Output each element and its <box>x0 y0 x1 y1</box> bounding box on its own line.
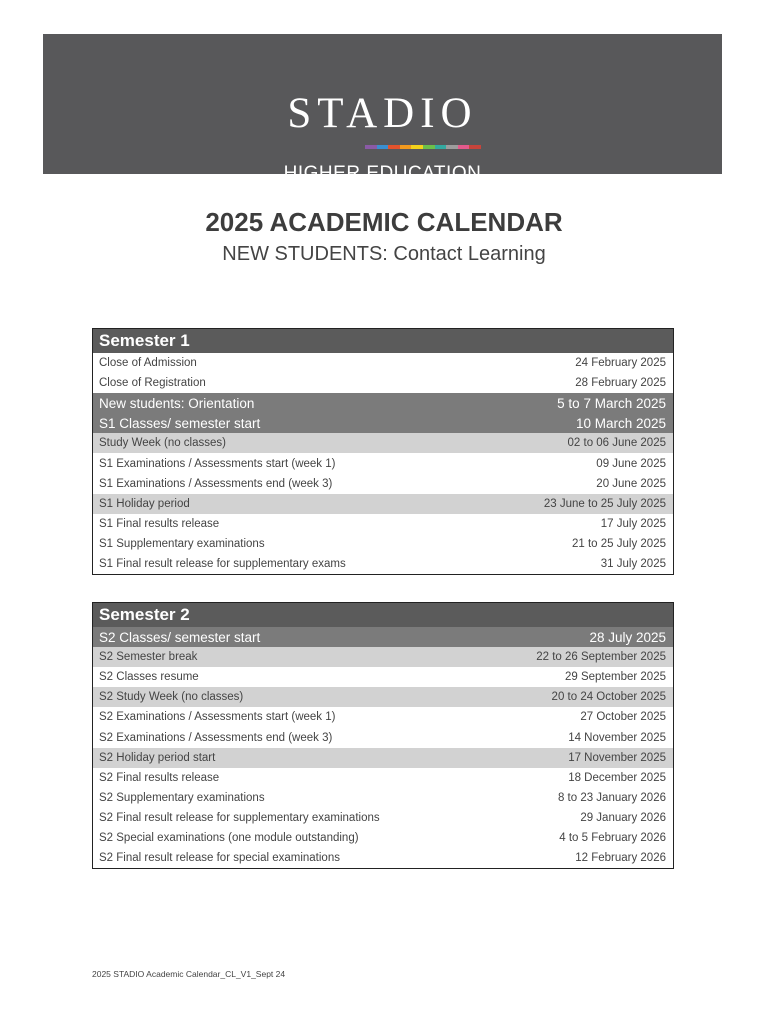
event-label: S2 Supplementary examinations <box>99 791 265 804</box>
event-label: S2 Special examinations (one module outstanding) <box>99 831 359 844</box>
event-date: 02 to 06 June 2025 <box>567 437 666 450</box>
event-date: 4 to 5 February 2026 <box>559 831 666 844</box>
calendar-row <box>93 667 673 687</box>
event-label: S1 Final result release for supplementary exams <box>99 557 346 570</box>
event-date: 12 February 2026 <box>575 852 666 865</box>
calendar-row <box>93 433 673 453</box>
stripe-segment <box>469 145 481 149</box>
event-date: 20 June 2025 <box>596 477 666 490</box>
stadio-logo: STADIO <box>287 90 478 137</box>
event-date: 20 to 24 October 2025 <box>551 691 666 704</box>
document-footer: 2025 STADIO Academic Calendar_CL_V1_Sept 24 <box>92 969 286 979</box>
logo-subtext: HIGHER EDUCATION <box>283 163 482 184</box>
event-date: 22 to 26 September 2025 <box>536 651 666 664</box>
stripe-segment <box>377 145 389 149</box>
calendar-row <box>93 848 673 868</box>
event-label: S1 Holiday period <box>99 497 190 510</box>
page-title: 2025 ACADEMIC CALENDAR <box>205 207 563 237</box>
event-date: 21 to 25 July 2025 <box>572 537 666 550</box>
event-date: 18 December 2025 <box>568 771 666 784</box>
event-label: S1 Classes/ semester start <box>99 415 261 431</box>
calendar-row <box>93 474 673 494</box>
event-label: S1 Supplementary examinations <box>99 537 265 550</box>
stripe-segment <box>388 145 400 149</box>
event-date: 17 November 2025 <box>568 751 666 764</box>
event-label: S2 Final result release for supplementary examinations <box>99 811 380 824</box>
calendar-row <box>93 393 673 413</box>
event-date: 28 February 2025 <box>575 377 666 390</box>
event-date: 8 to 23 January 2026 <box>557 791 666 804</box>
event-label: S1 Examinations / Assessments end (week 3) <box>99 477 333 490</box>
event-date: 5 to 7 March 2025 <box>557 395 666 411</box>
event-label: Close of Registration <box>99 377 206 390</box>
stripe-segment <box>446 145 458 149</box>
semester-2-table <box>92 602 674 869</box>
semester-1-table <box>92 328 674 575</box>
logo-color-stripe <box>365 145 481 149</box>
calendar-row <box>93 748 673 768</box>
stripe-segment <box>400 145 412 149</box>
calendar-row <box>93 828 673 848</box>
page-subtitle: NEW STUDENTS: Contact Learning <box>222 243 546 265</box>
event-label: New students: Orientation <box>99 395 255 411</box>
event-label: S2 Examinations / Assessments end (week 3) <box>99 731 333 744</box>
calendar-row <box>93 727 673 747</box>
event-label: Study Week (no classes) <box>99 437 226 450</box>
event-date: 28 July 2025 <box>589 629 666 645</box>
event-label: S2 Study Week (no classes) <box>99 691 244 704</box>
calendar-row <box>93 647 673 667</box>
calendar-row <box>93 707 673 727</box>
calendar-row <box>93 687 673 707</box>
stripe-segment <box>365 145 377 149</box>
event-label: Close of Admission <box>99 357 197 370</box>
event-date: 17 July 2025 <box>600 517 666 530</box>
calendar-row <box>93 353 673 373</box>
calendar-row <box>93 514 673 534</box>
event-label: S2 Holiday period start <box>99 751 216 764</box>
stripe-segment <box>458 145 470 149</box>
event-date: 29 September 2025 <box>564 671 666 684</box>
event-date: 31 July 2025 <box>600 557 666 570</box>
semester-heading: Semester 2 <box>93 603 673 627</box>
stripe-segment <box>435 145 447 149</box>
calendar-row <box>93 788 673 808</box>
event-date: 10 March 2025 <box>575 415 666 431</box>
event-date: 23 June to 25 July 2025 <box>543 497 666 510</box>
event-label: S2 Final results release <box>99 771 220 784</box>
event-label: S2 Classes resume <box>99 671 199 684</box>
calendar-row <box>93 453 673 473</box>
calendar-row <box>93 494 673 514</box>
event-label: S2 Classes/ semester start <box>99 629 261 645</box>
header-banner <box>43 34 722 184</box>
event-label: S1 Examinations / Assessments start (week 1) <box>99 457 336 470</box>
event-label: S1 Final results release <box>99 517 220 530</box>
semester-heading: Semester 1 <box>93 329 673 353</box>
stripe-segment <box>411 145 423 149</box>
stripe-segment <box>423 145 435 149</box>
event-label: S2 Semester break <box>99 651 198 664</box>
calendar-row <box>93 534 673 554</box>
event-date: 14 November 2025 <box>568 731 666 744</box>
calendar-row <box>93 554 673 574</box>
event-date: 24 February 2025 <box>575 357 666 370</box>
calendar-row <box>93 627 673 647</box>
calendar-row <box>93 413 673 433</box>
event-date: 27 October 2025 <box>580 711 666 724</box>
event-label: S2 Final result release for special examinations <box>99 852 340 865</box>
event-date: 09 June 2025 <box>596 457 666 470</box>
event-label: S2 Examinations / Assessments start (week 1) <box>99 711 336 724</box>
calendar-row <box>93 768 673 788</box>
calendar-row <box>93 373 673 393</box>
event-date: 29 January 2026 <box>580 811 666 824</box>
calendar-row <box>93 808 673 828</box>
